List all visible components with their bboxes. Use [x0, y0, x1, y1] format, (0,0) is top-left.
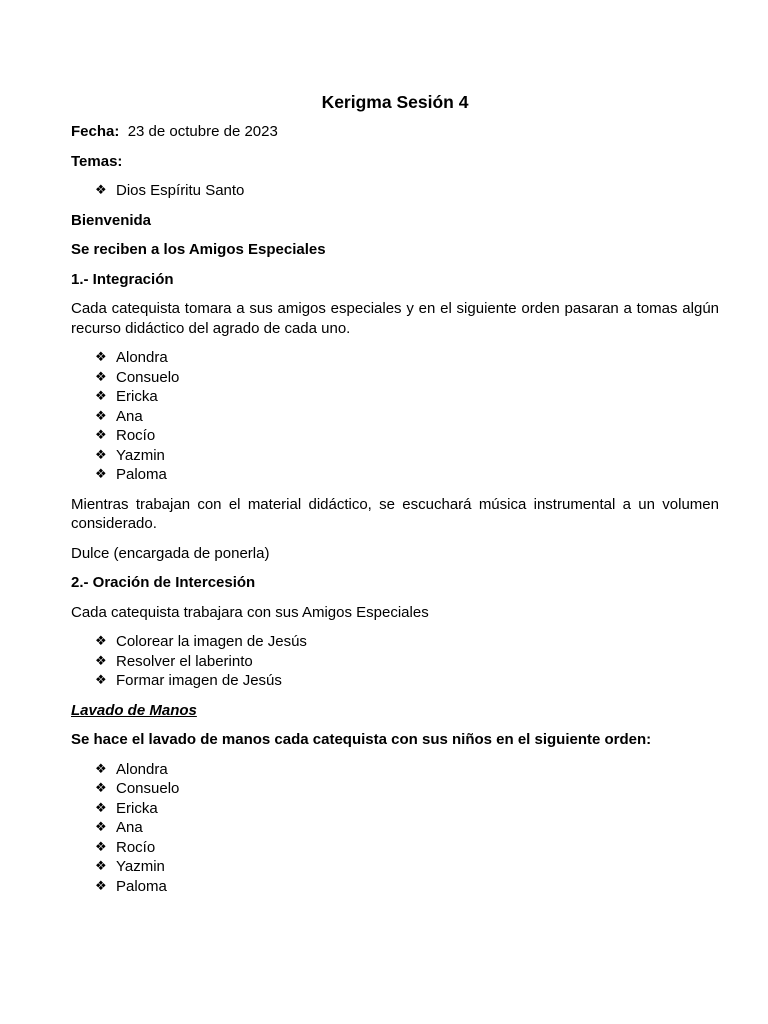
list-item: ❖ Yazmin: [95, 858, 165, 875]
diamond-bullet-icon: ❖: [95, 447, 107, 463]
fecha-line: [71, 122, 719, 142]
temas-list: [71, 181, 719, 201]
lavado-heading-line: [71, 701, 719, 721]
fecha-label: Fecha:: [71, 123, 120, 140]
list-item: ❖ Ericka: [95, 799, 158, 817]
lavado-list: [71, 760, 719, 897]
list-item: ❖ Consuelo: [95, 368, 180, 386]
diamond-bullet-icon: ❖: [95, 183, 107, 198]
diamond-bullet-icon: ❖: [95, 781, 107, 796]
list-item: ❖ Paloma: [95, 466, 167, 483]
oracion-paragraph: Cada catequista trabajara con sus Amigos Especiales: [71, 603, 429, 621]
diamond-bullet-icon: ❖: [95, 428, 107, 443]
diamond-bullet-icon: ❖: [95, 800, 107, 816]
diamond-bullet-icon: ❖: [95, 820, 107, 835]
diamond-bullet-icon: ❖: [95, 389, 107, 404]
diamond-bullet-icon: ❖: [95, 634, 107, 649]
list-item: ❖ Ericka: [95, 388, 158, 405]
diamond-bullet-icon: ❖: [95, 878, 107, 894]
diamond-bullet-icon: ❖: [95, 369, 107, 385]
integracion-heading: 1.- Integración: [71, 270, 174, 288]
diamond-bullet-icon: ❖: [95, 761, 107, 777]
list-item: ❖ Rocío: [95, 427, 156, 444]
list-item: ❖ Alondra: [95, 349, 168, 366]
fecha-value: 23 de octubre de 2023: [127, 123, 278, 140]
oracion-heading: 2.- Oración de Intercesión: [71, 574, 256, 591]
lavado-heading: Lavado de Manos: [71, 701, 197, 719]
reciben-heading: Se reciben a los Amigos Especiales: [71, 241, 326, 258]
diamond-bullet-icon: ❖: [95, 859, 107, 874]
list-item: ❖ Yazmin: [95, 446, 165, 464]
bienvenida-heading: Bienvenida: [71, 211, 152, 229]
lavado-paragraph: Se hace el lavado de manos cada catequista con sus niños en el siguiente orden:: [71, 731, 652, 748]
diamond-bullet-icon: ❖: [95, 673, 107, 688]
list-item: ❖ Formar imagen de Jesús: [95, 672, 282, 689]
list-item: ❖ Dios Espíritu Santo: [95, 182, 245, 199]
list-item: ❖ Ana: [95, 819, 143, 836]
diamond-bullet-icon: ❖: [95, 467, 107, 482]
list-item: ❖ Colorear la imagen de Jesús: [95, 633, 307, 650]
diamond-bullet-icon: ❖: [95, 653, 107, 669]
document-page: [71, 90, 719, 906]
oracion-list: [71, 632, 719, 691]
diamond-bullet-icon: ❖: [95, 350, 107, 365]
document-title: Kerigma Sesión 4: [321, 92, 469, 112]
dulce-paragraph: Dulce (encargada de ponerla): [71, 544, 270, 562]
list-item: ❖ Ana: [95, 407, 143, 425]
list-item: ❖ Resolver el laberinto: [95, 652, 253, 670]
list-item: ❖ Rocío: [95, 838, 156, 856]
integracion-list: [71, 348, 719, 485]
integracion-paragraph: Cada catequista tomara a sus amigos especiales y en el siguiente orden pasaran a tomas algún recurso didáctico del agrado de cada uno.: [71, 300, 719, 337]
list-item: ❖ Paloma: [95, 877, 167, 895]
diamond-bullet-icon: ❖: [95, 408, 107, 424]
temas-label: Temas:: [71, 152, 123, 170]
diamond-bullet-icon: ❖: [95, 839, 107, 855]
musica-paragraph: Mientras trabajan con el material didáctico, se escuchará música instrumental a un volumen considerado.: [71, 495, 719, 532]
list-item: ❖ Alondra: [95, 760, 168, 778]
list-item: ❖ Consuelo: [95, 780, 180, 797]
